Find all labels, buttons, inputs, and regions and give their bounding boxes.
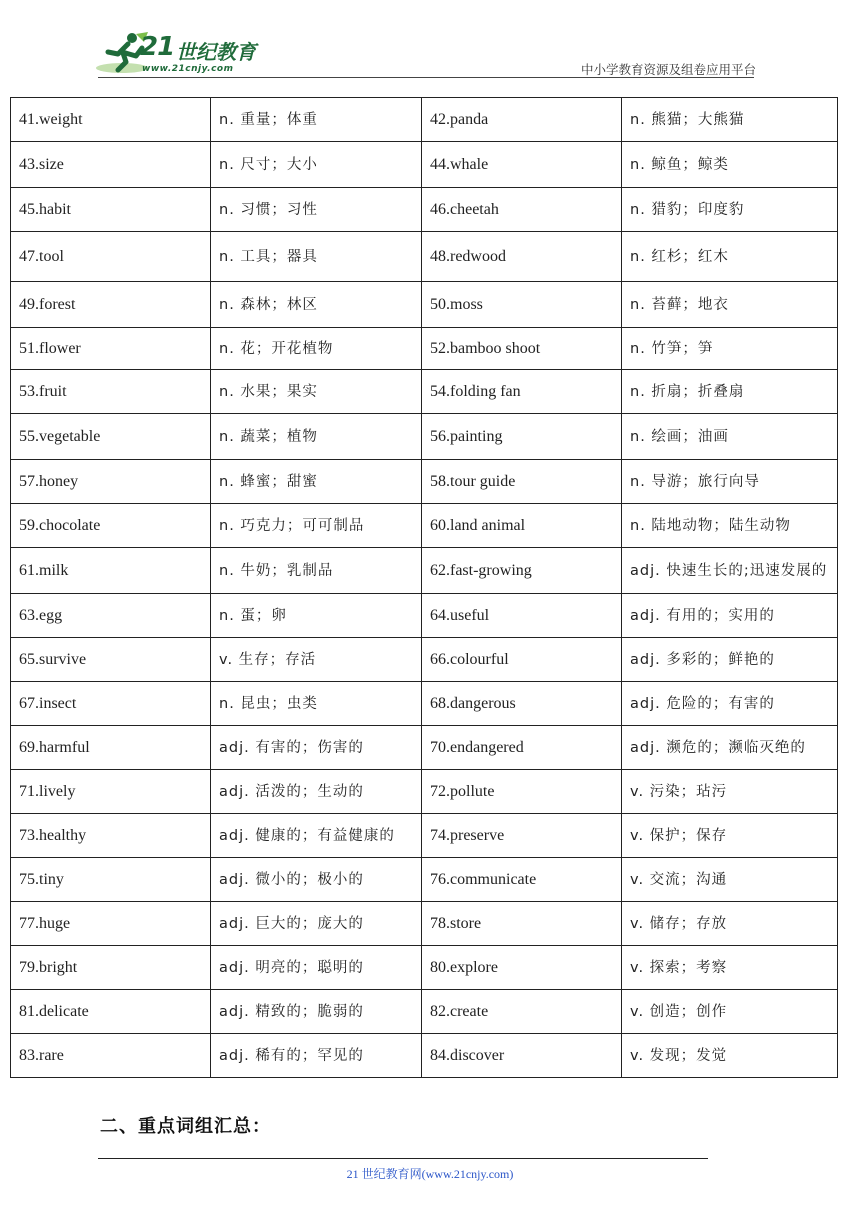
vocab-meaning: n. 重量；体重: [211, 98, 422, 142]
vocab-word: 74.preserve: [422, 814, 622, 858]
table-row: [11, 142, 838, 188]
table-row: [11, 594, 838, 638]
vocab-word: 56.painting: [422, 414, 622, 460]
logo-brand: 世纪教育: [176, 40, 256, 64]
vocab-word: 50.moss: [422, 282, 622, 328]
vocab-word: 67.insect: [11, 682, 211, 726]
vocab-meaning: n. 昆虫；虫类: [211, 682, 422, 726]
vocab-meaning: n. 习惯；习性: [211, 188, 422, 232]
vocab-meaning: n. 森林；林区: [211, 282, 422, 328]
vocab-word: 69.harmful: [11, 726, 211, 770]
table-row: [11, 414, 838, 460]
vocab-word: 76.communicate: [422, 858, 622, 902]
vocab-meaning: n. 工具；器具: [211, 232, 422, 282]
vocab-word: 62.fast-growing: [422, 548, 622, 594]
vocab-meaning: adj. 有用的；实用的: [622, 594, 838, 638]
logo-url: www.21cnjy.com: [142, 64, 234, 74]
vocab-word: 51.flower: [11, 328, 211, 370]
vocab-word: 57.honey: [11, 460, 211, 504]
vocab-word: 66.colourful: [422, 638, 622, 682]
vocab-meaning: n. 水果；果实: [211, 370, 422, 414]
vocab-word: 72.pollute: [422, 770, 622, 814]
vocab-meaning: n. 红杉；红木: [622, 232, 838, 282]
table-row: [11, 638, 838, 682]
vocab-word: 63.egg: [11, 594, 211, 638]
vocab-meaning: v. 生存；存活: [211, 638, 422, 682]
vocab-word: 80.explore: [422, 946, 622, 990]
table-row: [11, 370, 838, 414]
footer-text: 21 世纪教育网(www.21cnjy.com): [346, 1167, 514, 1181]
vocab-meaning: v. 保护；保存: [622, 814, 838, 858]
vocab-word: 48.redwood: [422, 232, 622, 282]
table-row: [11, 232, 838, 282]
table-row: [11, 990, 838, 1034]
vocab-word: 73.healthy: [11, 814, 211, 858]
vocab-word: 82.create: [422, 990, 622, 1034]
vocab-word: 42.panda: [422, 98, 622, 142]
vocab-meaning: adj. 健康的；有益健康的: [211, 814, 422, 858]
vocab-meaning: n. 陆地动物；陆生动物: [622, 504, 838, 548]
logo: [92, 30, 262, 76]
vocab-word: 46.cheetah: [422, 188, 622, 232]
vocab-meaning: v. 发现；发觉: [622, 1034, 838, 1078]
vocab-word: 79.bright: [11, 946, 211, 990]
vocab-meaning: n. 竹笋；笋: [622, 328, 838, 370]
platform-name: 中小学教育资源及组卷应用平台: [580, 62, 756, 77]
vocab-word: 59.chocolate: [11, 504, 211, 548]
vocab-word: 55.vegetable: [11, 414, 211, 460]
table-row: [11, 548, 838, 594]
vocab-meaning: n. 蔬菜；植物: [211, 414, 422, 460]
vocab-meaning: n. 折扇；折叠扇: [622, 370, 838, 414]
logo-number: 21: [140, 32, 175, 62]
table-row: [11, 98, 838, 142]
vocab-meaning: adj. 濒危的；濒临灭绝的: [622, 726, 838, 770]
vocab-meaning: adj. 稀有的；罕见的: [211, 1034, 422, 1078]
vocab-word: 43.size: [11, 142, 211, 188]
vocab-word: 77.huge: [11, 902, 211, 946]
vocab-meaning: adj. 危险的；有害的: [622, 682, 838, 726]
vocab-word: 83.rare: [11, 1034, 211, 1078]
vocab-meaning: v. 污染；玷污: [622, 770, 838, 814]
vocab-meaning: adj. 精致的；脆弱的: [211, 990, 422, 1034]
vocab-word: 54.folding fan: [422, 370, 622, 414]
vocab-meaning: n. 尺寸；大小: [211, 142, 422, 188]
vocab-meaning: adj. 快速生长的;迅速发展的: [622, 548, 838, 594]
table-row: [11, 946, 838, 990]
vocab-meaning: v. 探索；考察: [622, 946, 838, 990]
vocab-word: 71.lively: [11, 770, 211, 814]
vocab-word: 41.weight: [11, 98, 211, 142]
header-divider: [98, 77, 754, 78]
vocab-meaning: n. 绘画；油画: [622, 414, 838, 460]
vocab-meaning: n. 花；开花植物: [211, 328, 422, 370]
table-row: [11, 902, 838, 946]
table-row: [11, 770, 838, 814]
vocab-meaning: n. 熊猫；大熊猫: [622, 98, 838, 142]
vocab-word: 53.fruit: [11, 370, 211, 414]
vocab-word: 70.endangered: [422, 726, 622, 770]
vocab-meaning: adj. 巨大的；庞大的: [211, 902, 422, 946]
vocab-word: 64.useful: [422, 594, 622, 638]
vocab-meaning: n. 鲸鱼；鲸类: [622, 142, 838, 188]
table-row: [11, 328, 838, 370]
vocab-word: 45.habit: [11, 188, 211, 232]
vocab-meaning: v. 储存；存放: [622, 902, 838, 946]
vocab-word: 47.tool: [11, 232, 211, 282]
vocab-meaning: n. 蛋；卵: [211, 594, 422, 638]
vocab-meaning: n. 苔藓；地衣: [622, 282, 838, 328]
vocab-word: 65.survive: [11, 638, 211, 682]
vocab-meaning: v. 交流；沟通: [622, 858, 838, 902]
vocab-meaning: n. 牛奶；乳制品: [211, 548, 422, 594]
vocab-word: 60.land animal: [422, 504, 622, 548]
vocab-word: 78.store: [422, 902, 622, 946]
vocab-word: 58.tour guide: [422, 460, 622, 504]
table-row: [11, 1034, 838, 1078]
vocab-word: 84.discover: [422, 1034, 622, 1078]
table-row: [11, 188, 838, 232]
vocab-meaning: adj. 活泼的；生动的: [211, 770, 422, 814]
vocab-meaning: n. 导游；旅行向导: [622, 460, 838, 504]
footer-divider: [98, 1158, 708, 1159]
vocab-meaning: adj. 有害的；伤害的: [211, 726, 422, 770]
table-row: [11, 504, 838, 548]
vocab-meaning: adj. 明亮的；聪明的: [211, 946, 422, 990]
vocab-word: 44.whale: [422, 142, 622, 188]
vocab-meaning: v. 创造；创作: [622, 990, 838, 1034]
vocab-meaning: adj. 多彩的；鲜艳的: [622, 638, 838, 682]
section-title: 二、重点词组汇总：: [100, 1116, 271, 1137]
vocab-meaning: n. 猎豹；印度豹: [622, 188, 838, 232]
vocab-word: 75.tiny: [11, 858, 211, 902]
vocabulary-table-body: [11, 98, 838, 1078]
table-row: [11, 858, 838, 902]
vocab-meaning: adj. 微小的；极小的: [211, 858, 422, 902]
table-row: [11, 460, 838, 504]
vocab-word: 68.dangerous: [422, 682, 622, 726]
table-row: [11, 726, 838, 770]
table-row: [11, 282, 838, 328]
vocab-word: 61.milk: [11, 548, 211, 594]
vocab-word: 52.bamboo shoot: [422, 328, 622, 370]
table-row: [11, 814, 838, 858]
vocab-word: 81.delicate: [11, 990, 211, 1034]
table-row: [11, 682, 838, 726]
vocab-word: 49.forest: [11, 282, 211, 328]
vocab-meaning: n. 巧克力；可可制品: [211, 504, 422, 548]
vocabulary-table: [10, 97, 838, 1078]
vocab-meaning: n. 蜂蜜；甜蜜: [211, 460, 422, 504]
page-header: [0, 0, 860, 90]
